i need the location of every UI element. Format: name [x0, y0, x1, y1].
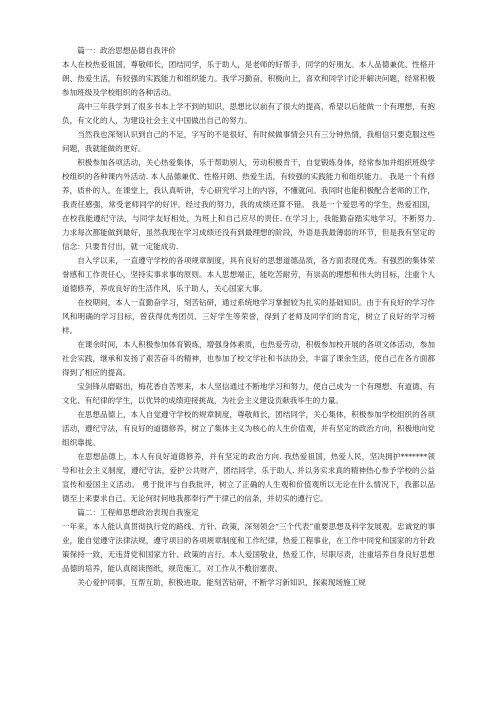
section-heading-2: 篇二：工程师思想政治表现自我鉴定 — [77, 508, 199, 517]
paragraph: 在校期间，本人一直勤奋学习，刻苦钻研，通过系统地学习掌握较为扎实的基础知识。由于有良好的学习作风和明确的学习目标，曾获得优秀团员、三好学生等荣誉，得到了老师及同学们的肯定，树立了良好的学习榜样。 — [62, 298, 435, 335]
section-heading-1: 篇一：政治思想品德自我评价 — [77, 46, 176, 55]
section-1-body — [62, 58, 435, 506]
section-2-body — [62, 520, 435, 590]
paragraph: 自入学以来，一直遵守学校的各项规章制度，具有良好的思想道德品质，各方面表现优秀。有强烈的集体荣誉感和工作责任心，坚持实事求事的原则。本人思想端正，能吃苦耐劳，有崇高的理想和伟大的目标，注重个人道德修养，养成良好的生活作风，乐于助人，关心国家大事。 — [62, 256, 435, 293]
paragraph: 在思想品德上，本人有良好道德修养，并有坚定的政治方向. 我热爱祖国，热爱人民，坚决拥护*******领导和社会主义制度，遵纪守法，爱护公共财产，团结同学，乐于助人. 并以务实求真的精神热心参予学校的公益宣传和爱国主义活动。 勇于批评与自我批评，树立了正确的人生观和价值观所以无论在什么情况下，我都以品德至上来要求自己。无论何时何地我都奉行严于律己的信条，并切实的遵行它。 — [62, 452, 435, 503]
paragraph: 本人在校热爱祖国，尊敬师长，团结同学，乐于助人，是老师的好帮手，同学的好朋友。本人品德兼优、性格开朗、热爱生活，有较强的实践能力和组织能力。我学习勤奋，积极向上，喜欢和同学讨论并解决问题，经常积极参加班级及学校组织的各种活动。 — [62, 60, 435, 97]
paragraph: 宝剑锋从磨砺出，梅花香自苦寒来，本人坚信通过不断地学习和努力，使自己成为一个有理想、有道德、有文化、有纪律的学生，以优异的成绩迎接挑战，为社会主义建设贡献我毕生的力量。 — [62, 382, 435, 405]
paragraph: 高中三年我学到了很多书本上学不到的知识，思想比以前有了很大的提高，希望以后能做一个有理想，有抱负，有文化的人，为建设社会主义中国做出自己的努力。 — [62, 102, 435, 125]
paragraph: 在思想品德上，本人自觉遵守学校的规章制度，尊敬师长，团结同学，关心集体，积极参加学校组织的各项活动，遵纪守法，有良好的道德修养，树立了集体主义为核心的人生价值观，并有坚定的政治方向，积极地向党组织靠拢。 — [62, 410, 435, 447]
paragraph: 一年来，本人能认真贯彻执行党的路线、方针、政策，深刻领会“三个代表”重要思想及科学发展观。忠诚党的事业，能自觉遵守法律法规，遵守项目的各项规章制度和工作纪律，热爱工程事业，在工作中同党和国家的方针政策保持一致，无违背党和国家方针、政策的言行。本人爱国敬业，热爱工作，尽职尽责，注重培养自身良好思想品德的培养，能认真阅读图纸，规范施工，对工作从不敷衍塞责。 — [62, 522, 435, 573]
paragraph: 积极参加各项活动，关心热爱集体，乐于帮助别人，劳动积极肯干，自觉锻炼身体，经常参加并组织班级学校组织的各种课内外活动. 本人品德兼优、性格开朗、热爱生活，有较强的实践能力和组织能力。 我是一个有修养，质朴的人。在课堂上，我认真听讲，专心研究学习上的内容，不懂就问。我同时也能积极配合老师的工作，我责任感强，常受老师同学的好评。经过我的努力，我的成绩还算不错。 我是一个爱思考的学生，热爱祖国，在校我能遵纪守法，与同学友好相处，为班上和自己应尽的责任. 在学习上，我能勤奋踏实地学习，不断努力. 力求每次都能做到最好，虽然我现在学习成绩还没有到最理想的阶段，外语是我最薄弱的环节，但是我有坚定的信念：只要肯付出，就一定能成功. — [62, 158, 435, 251]
paragraph: 当然我也深刻认识到自己的不足，字写的不是很好，有时候做事情会只有三分钟热情，我相信只要克服这些问题，我就能做的更好。 — [62, 130, 435, 153]
paragraph: 在课余时间，本人积极参加体育锻炼，增强身体素质，也热爱劳动，积极参加校开展的各项文体活动，参加社会实践，继承和发扬了艰苦奋斗的精神，也参加了校文学社和书法协会，丰富了课余生活，使自己在各方面都得到了相应的提高。 — [62, 340, 435, 377]
paragraph: 关心爱护同事，互帮互助，积极进取。能刻苦钻研，不断学习新知识，探索现场施工规 — [77, 578, 366, 587]
